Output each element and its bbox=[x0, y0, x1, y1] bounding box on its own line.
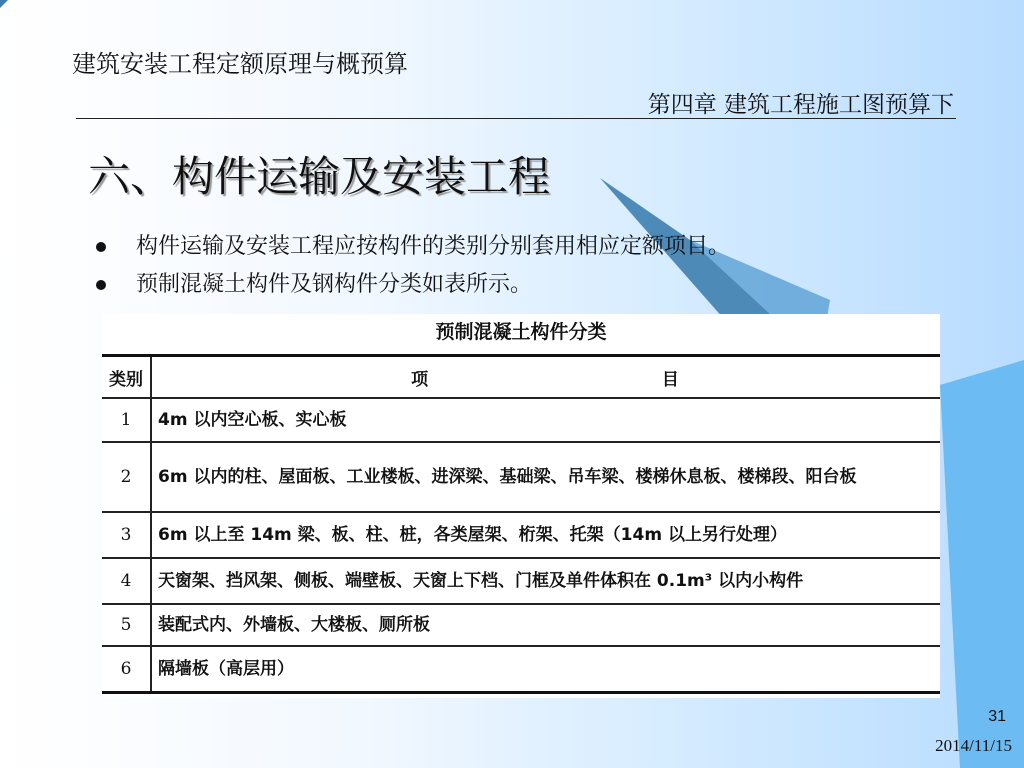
slide-date: 2014/11/15 bbox=[935, 736, 1012, 755]
table-row bbox=[102, 604, 940, 646]
header-item-part1: 项 bbox=[411, 369, 431, 390]
header-category: 类别 bbox=[102, 356, 151, 399]
table-caption: 预制混凝土构件分类 bbox=[435, 321, 607, 343]
row-item: 天窗架、挡风架、侧板、端壁板、天窗上下档、门框及单件体积在 0.1m³ 以内小构件 bbox=[151, 558, 940, 604]
table-row bbox=[102, 398, 940, 442]
header-item-part2: 目 bbox=[661, 369, 681, 390]
row-category: 2 bbox=[102, 442, 151, 512]
bullet-text: 预制混凝土构件及钢构件分类如表所示。 bbox=[136, 272, 533, 297]
header-item bbox=[151, 356, 940, 399]
row-category: 1 bbox=[102, 398, 151, 442]
row-item: 6m 以上至 14m 梁、板、柱、桩，各类屋架、桁架、托架（14m 以上另行处理） bbox=[151, 512, 940, 558]
course-title: 建筑安装工程定额原理与概预算 bbox=[72, 50, 408, 78]
row-category: 5 bbox=[102, 604, 151, 646]
bullet-list bbox=[96, 228, 730, 304]
bullet-item bbox=[96, 266, 730, 304]
row-item: 隔墙板（高层用） bbox=[151, 646, 940, 692]
light-blue-wedge bbox=[940, 360, 1024, 768]
table-row bbox=[102, 558, 940, 604]
row-category: 6 bbox=[102, 646, 151, 692]
header-divider bbox=[76, 118, 956, 119]
corner-dots-motif bbox=[0, 0, 8, 8]
slide-heading: 六、构件运输及安装工程 bbox=[88, 152, 551, 201]
classification-table-image bbox=[102, 314, 940, 698]
table-row bbox=[102, 442, 940, 512]
table-header-row bbox=[102, 356, 940, 399]
row-category: 4 bbox=[102, 558, 151, 604]
chapter-title: 第四章 建筑工程施工图预算下 bbox=[647, 92, 954, 118]
row-item: 6m 以内的柱、屋面板、工业楼板、进深梁、基础梁、吊车梁、楼梯休息板、楼梯段、阳台板 bbox=[151, 442, 940, 512]
bullet-item bbox=[96, 228, 730, 266]
row-item: 装配式内、外墙板、大楼板、厕所板 bbox=[151, 604, 940, 646]
table-row bbox=[102, 646, 940, 692]
classification-table bbox=[102, 354, 940, 694]
bullet-dot-icon bbox=[96, 280, 106, 290]
table-row bbox=[102, 512, 940, 558]
bullet-text: 构件运输及安装工程应按构件的类别分别套用相应定额项目。 bbox=[136, 234, 731, 259]
row-category: 3 bbox=[102, 512, 151, 558]
row-item: 4m 以内空心板、实心板 bbox=[151, 398, 940, 442]
bullet-dot-icon bbox=[96, 242, 106, 252]
page-number: 31 bbox=[988, 708, 1006, 725]
